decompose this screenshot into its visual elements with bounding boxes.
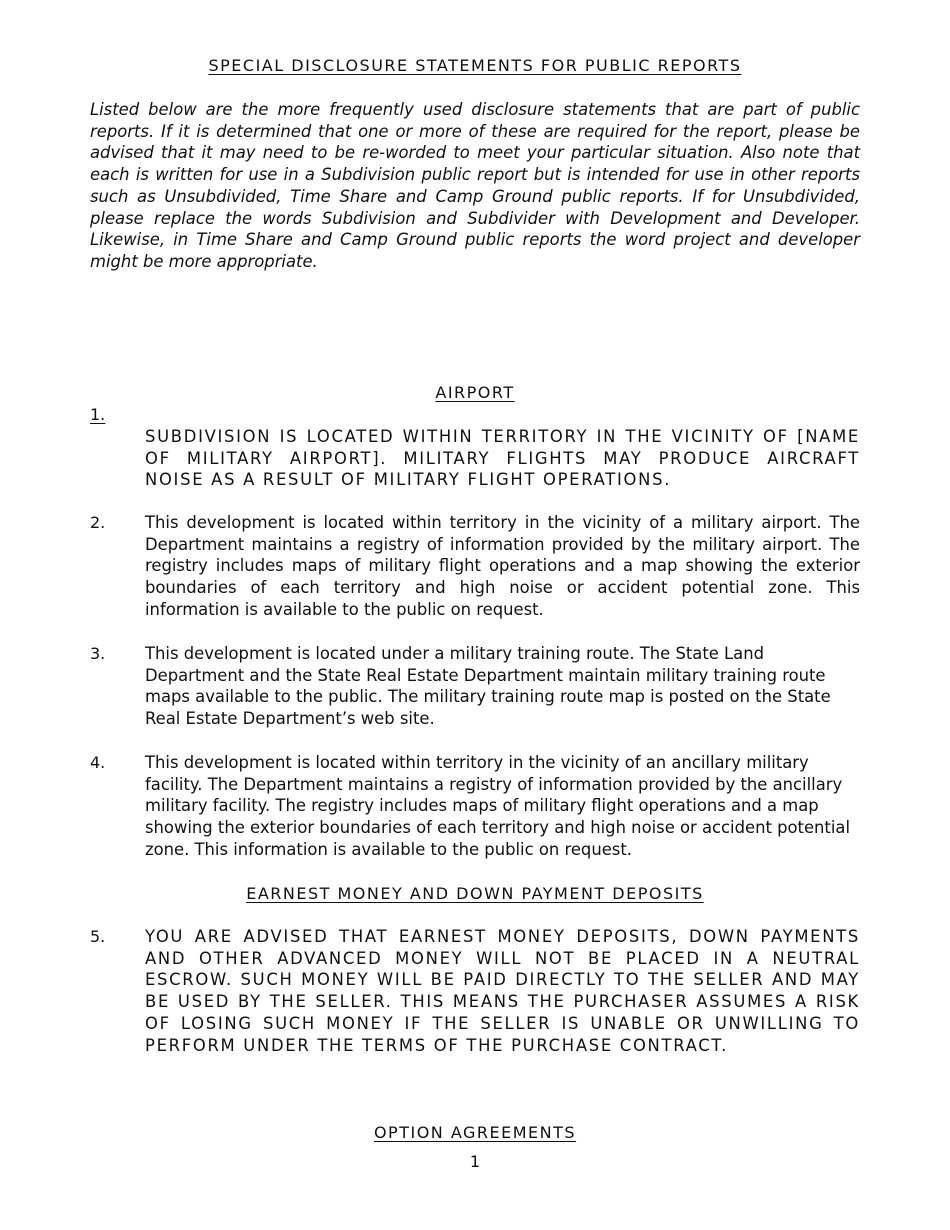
item-number-4: 4.	[90, 753, 106, 772]
section-heading-option-agreements: OPTION AGREEMENTS	[373, 1123, 577, 1142]
page-number: 1	[469, 1152, 481, 1171]
item-text-5: YOU ARE ADVISED THAT EARNEST MONEY DEPOSITS, DOWN PAYMENTS AND OTHER ADVANCED MONEY WILL NOT BE PLACED IN A NEUTRAL ESCROW. SUCH MONEY WILL BE PAID DIRECTLY TO THE SELLER AND MAY BE USED BY THE SELLER. THIS MEANS THE PURCHASER ASSUMES A RISK OF LOSING SUCH MONEY IF THE SELLER IS UNABLE OR UNWILLING TO PERFORM UNDER THE TERMS OF THE PURCHASE CONTRACT.	[145, 927, 860, 1055]
intro-paragraph: Listed below are the more frequently used disclosure statements that are part of public reports. If it is determined that one or more of these are required for the report, please be advised that it may need to be re-worded to meet your particular situation. Also note that each is written for use in a Subdivision public report but is intended for use in other reports such as Unsubdivided, Time Share and Camp Ground public reports. If for Unsubdivided, please replace the words Subdivision and Subdivider with Development and Developer. Likewise, in Time Share and Camp Ground public reports the word project and developer might be more appropriate.	[90, 100, 860, 271]
item-text-3: This development is located under a military training route. The State Land Department and the State Real Estate Department maintain military training route maps available to the public. The military training route map is posted on the State Real Estate Department’s web site.	[145, 644, 831, 729]
page-title: SPECIAL DISCLOSURE STATEMENTS FOR PUBLIC REPORTS	[208, 56, 742, 75]
item-text-1: SUBDIVISION IS LOCATED WITHIN TERRITORY IN THE VICINITY OF [NAME OF MILITARY AIRPORT]. MILITARY FLIGHTS MAY PRODUCE AIRCRAFT NOISE AS A RESULT OF MILITARY FLIGHT OPERATIONS.	[145, 427, 860, 490]
item-number-3: 3.	[90, 644, 106, 663]
item-number-1: 1.	[90, 405, 106, 424]
item-text-4: This development is located within territory in the vicinity of an ancillary military facility. The Department maintains a registry of information provided by the ancillary military facility. The registry includes maps of military flight operations and a map showing the exterior boundaries of each territory and high noise or accident potential zone. This information is available to the public on request.	[145, 753, 851, 859]
section-heading-airport: AIRPORT	[435, 383, 515, 402]
item-number-5: 5.	[90, 927, 106, 946]
item-text-2: This development is located within territory in the vicinity of a military airport. The Department maintains a registry of information provided by the military airport. The registry includes maps of military flight operations and a map showing the exterior boundaries of each territory and high noise or accident potential zone. This information is available to the public on request.	[145, 513, 860, 619]
item-number-2: 2.	[90, 513, 106, 532]
section-heading-earnest-money: EARNEST MONEY AND DOWN PAYMENT DEPOSITS	[246, 884, 704, 903]
